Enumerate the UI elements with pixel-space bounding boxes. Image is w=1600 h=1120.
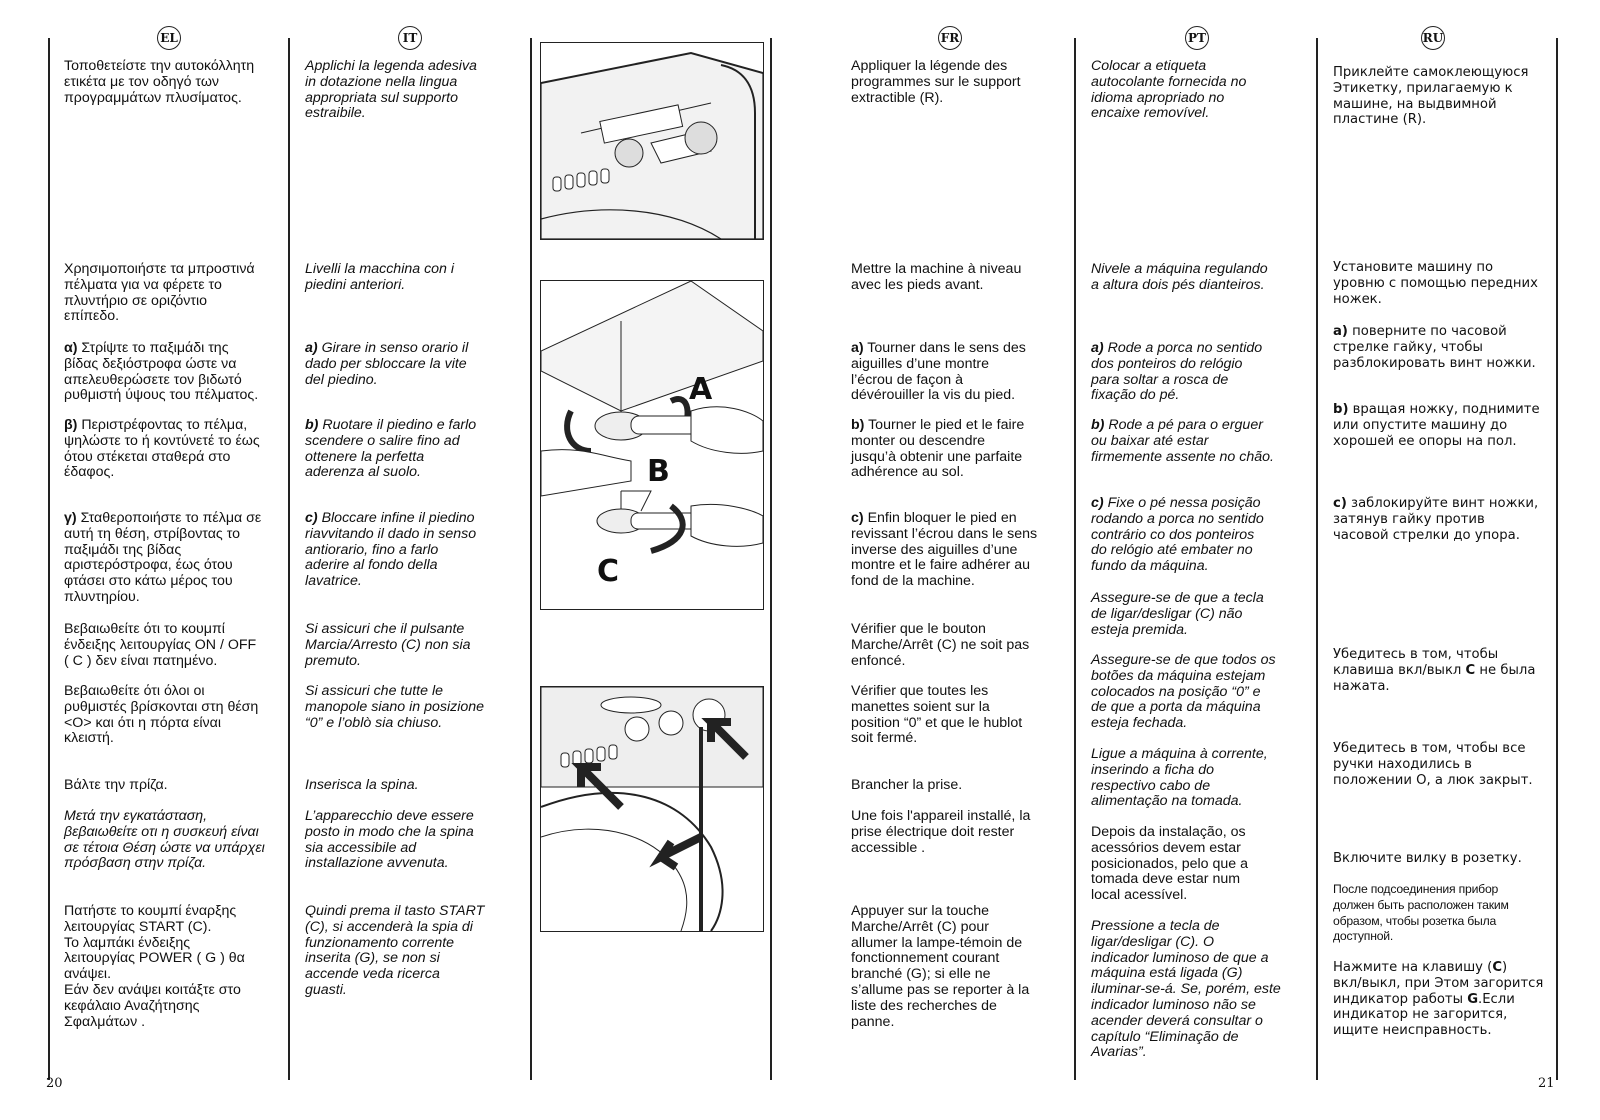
- step-check-button: Vérifier que le bouton Marche/Arrêt (C) ne soit pas enfoncé.: [851, 621, 1030, 669]
- step-plug-access: Une fois l'appareil installé, la prise électrique doit rester accessible .: [851, 808, 1031, 856]
- step-check-button: Assegure-se de que a tecla de ligar/desligar (C) não esteja premida.: [1091, 590, 1264, 638]
- step-a-label: a): [1091, 340, 1104, 356]
- column-divider: [1556, 38, 1558, 1080]
- step-b: [1333, 402, 1555, 449]
- step-c: [64, 511, 284, 606]
- step-c-label: c): [305, 510, 318, 526]
- step-check-button-key: C: [1465, 662, 1476, 678]
- column-divider: [288, 38, 290, 1080]
- step-a: [1333, 324, 1555, 371]
- step-level-machine: Установите машину по уровню с помощью передних ножек.: [1333, 260, 1538, 307]
- step-a-text: Tourner dans le sens des aiguilles d’une montre l’écrou de façon à dévérouiller la vis du pied.: [851, 340, 1026, 404]
- page-number-left: 20: [46, 1076, 63, 1091]
- step-c: [851, 511, 1071, 590]
- step-b: [64, 418, 284, 481]
- step-label-sticker: Appliquer la légende des programmes sur le support extractible (R).: [851, 58, 1021, 106]
- step-check-knobs: Si assicuri che tutte le manopole siano in posizione “0” e l’oblò sia chiuso.: [305, 683, 485, 731]
- step-c-text: Enfin bloquer le pied en revissant l’écrou dans le sens inverse des aiguilles d’une montre et le faire adhérer au fond de la machine.: [851, 510, 1038, 590]
- step-plug-in: Brancher la prise.: [851, 777, 963, 793]
- step-plug-access: Μετά την εγκατάσταση, βεβαιωθείτε οτι η συσκευή είναι σε τέτοια Θέση ώστε να υπάρχει πρόσβαση στην πρίζα.: [64, 808, 265, 872]
- step-c-text: Bloccare infine il piedino riavvitando il dado in senso antiorario, fino a farlo aderire al fondo della lavatrice.: [305, 510, 477, 590]
- page-number-right: 21: [1538, 1076, 1555, 1091]
- step-check-knobs: Βεβαιωθείτε ότι όλοι οι ρυθμιστές βρίσκονται στη θέση <O> και ότι η πόρτα είναι κλειστή.: [64, 683, 259, 747]
- step-press-start-text3: .Если индикатор не загорится, ищите неисправность.: [1333, 991, 1515, 1039]
- step-press-start: Quindi prema il tasto START (C), si accenderà la spia di funzionamento corrente inserita (G), se non si accende veda ricerca guasti.: [305, 903, 485, 998]
- step-c-label: γ): [64, 510, 77, 526]
- step-a-label: а): [1333, 324, 1348, 339]
- step-a-text: Στρίψτε το παξιμάδι της βίδας δεξιόστροφα ώστε να απελευθερώσετε τον βιδωτό ρυθμιστή ύψους του πέλματος.: [64, 340, 259, 404]
- step-check-button: Βεβαιωθείτε ότι το κουμπί ένδειξης λειτουργίας ON / OFF ( C ) δεν είναι πατημένο.: [64, 621, 257, 669]
- step-press-start-text: Нажмите на клавишу (: [1333, 960, 1493, 975]
- step-check-button-text: Убедитесь в том, чтобы клавиша вкл/выкл: [1333, 647, 1499, 678]
- control-panel-illustration: [541, 687, 763, 931]
- step-a-text: Rode a porca no sentido dos ponteiros do relógio para soltar a rosca de fixação do pé.: [1091, 340, 1263, 404]
- step-plug-in: Βάλτε την πρίζα.: [64, 777, 168, 793]
- step-c: [1333, 496, 1555, 543]
- step-press-start-text2: ) вкл/выкл, при Этом загорится индикатор работы: [1333, 960, 1544, 1007]
- step-a: [1091, 341, 1313, 404]
- step-b: [305, 418, 527, 481]
- step-plug-access: Depois da instalação, os acessórios devem estar posicionados, pelo que a tomada deve estar num local acessível.: [1091, 824, 1248, 904]
- step-c-text: заблокируйте винт ножки, затянув гайку против часовой стрелки до упора.: [1333, 496, 1539, 543]
- step-plug-in: Ligue a máquina à corrente, inserindo a ficha do respectivo cabo de alimentação na tomada.: [1091, 746, 1268, 810]
- column-divider: [48, 38, 50, 1080]
- step-b-text: Rode a pé para o erguer ou baixar até estar firmemente assente no chão.: [1091, 417, 1274, 465]
- step-b-text: вращая ножку, поднимите или опустите машину до хорошей ее опоры на пол.: [1333, 402, 1540, 449]
- step-a: [851, 341, 1071, 404]
- step-a-label: α): [64, 340, 78, 356]
- figure-control-panel: [540, 686, 764, 932]
- step-label-sticker: Приклейте самоклеющуюся Этикетку, прилагаемую к машине, на выдвимной пластине (R).: [1333, 65, 1529, 128]
- step-label-sticker: Colocar a etiqueta autocolante fornecida no idioma apropriado no encaixe removível.: [1091, 58, 1247, 122]
- step-plug-in: Включите вилку в розетку.: [1333, 851, 1522, 866]
- step-level-machine: Χρησιμοποιήστε τα μπροστινά πέλματα για να φέρετε το πλυντήριο σε οριζόντιο επίπεδο.: [64, 261, 255, 325]
- language-badge-it: IT: [398, 26, 422, 50]
- language-badge-ru: RU: [1421, 26, 1445, 50]
- step-press-start: [1333, 960, 1555, 1039]
- step-c-text: Fixe o pé nessa posição rodando a porca no sentido contrário co dos ponteiros do relógio até embater no fundo da máquina.: [1091, 495, 1264, 575]
- column-divider: [770, 38, 772, 1080]
- step-plug-access: После подсоединения прибор должен быть расположен таким образом, чтобы розетка была доступной.: [1333, 882, 1509, 944]
- step-check-knobs: Vérifier que toutes les manettes soient sur la position “0” et que le hublot soit fermé.: [851, 683, 1023, 747]
- column-divider: [530, 38, 532, 1080]
- step-a-label: a): [305, 340, 318, 356]
- step-label-sticker: Τοποθετείστε την αυτοκόλλητη ετικέτα με τον οδηγό των προγραμμάτων πλυσίματος.: [64, 58, 255, 106]
- step-b-label: b): [851, 417, 865, 433]
- figure-label-drawer: [540, 42, 764, 240]
- step-c-text: Σταθεροποιήστε το πέλμα σε αυτή τη θέση, στρίβοντας το παξιμάδι της βίδας αριστερόστροφα, έως ότου φτάσει στο κάτω μέρος του πλυντηρίου.: [64, 510, 262, 605]
- figure-label-b: B: [647, 454, 670, 489]
- step-plug-in: Inserisca la spina.: [305, 777, 419, 793]
- language-badge-pt: PT: [1185, 26, 1209, 50]
- step-b-label: b): [305, 417, 319, 433]
- language-badge-el: EL: [157, 26, 181, 50]
- figure-foot-adjustment: [540, 280, 764, 610]
- step-check-button-tail: не была нажата.: [1333, 662, 1536, 694]
- step-b-text: Ruotare il piedino e farlo scendere o salire fino ad ottenere la perfetta aderenza al suolo.: [305, 417, 477, 481]
- step-a-label: a): [851, 340, 864, 356]
- step-b: [1091, 418, 1313, 465]
- step-check-button: Si assicuri che il pulsante Marcia/Arresto (C) non sia premuto.: [305, 621, 471, 669]
- step-check-button: [1333, 647, 1555, 694]
- step-b-label: β): [64, 417, 78, 433]
- foot-adjustment-illustration: [541, 281, 763, 609]
- step-press-start: Pressione a tecla de ligar/desligar (C). O indicador luminoso de que a máquina está ligada (G) iluminar-se-á. Se, porém, este indicador luminoso não se acender deverá consultar o capítulo “Eliminação de Avarias”.: [1091, 918, 1281, 1061]
- step-level-machine: Mettre la machine à niveau avec les pieds avant.: [851, 261, 1022, 293]
- step-c-label: c): [1091, 495, 1104, 511]
- step-c: [305, 511, 527, 590]
- step-a-text: Girare in senso orario il dado per sbloccare la vite del piedino.: [305, 340, 469, 388]
- step-b-text: Tourner le pied et le faire monter ou descendre jusqu’à obtenir une parfaite adhérence au sol.: [851, 417, 1025, 481]
- language-badge-fr: FR: [938, 26, 962, 50]
- step-press-start-key-c: C: [1492, 960, 1502, 975]
- figure-label-a: A: [689, 372, 713, 407]
- step-a-text: поверните по часовой стрелке гайку, чтобы разблокировать винт ножки.: [1333, 324, 1536, 371]
- figure-label-c: C: [597, 554, 620, 589]
- step-press-start-key-g: G: [1467, 991, 1479, 1007]
- column-divider: [1074, 38, 1076, 1080]
- step-a: [64, 341, 284, 404]
- step-b: [851, 418, 1071, 481]
- step-check-knobs: Assegure-se de que todos os botões da máquina estejam colocados na posição “0” e de que a porta da máquina esteja fechada.: [1091, 652, 1276, 732]
- step-a: [305, 341, 527, 388]
- step-b-text: Περιστρέφοντας το πέλμα, ψηλώστε το ή κοντύνετέ το έως ότου στέκεται σταθερά στο έδαφος.: [64, 417, 260, 481]
- column-divider: [1316, 38, 1318, 1080]
- step-press-start: Πατήστε το κουμπί έναρξης λειτουργίας START (C). Το λαμπάκι ένδειξης λειτουργίας POWER ( G ) θα ανάψει. Εάν δεν ανάψει κοιτάξτε στο κεφάλαιο Αναζήτησης Σφαλμάτων .: [64, 903, 245, 1030]
- step-b-label: b): [1333, 402, 1349, 417]
- step-c-label: c): [851, 510, 864, 526]
- step-c-label: c): [1333, 496, 1347, 511]
- step-c: [1091, 496, 1313, 575]
- step-plug-access: L’apparecchio deve essere posto in modo che la spina sia accessibile ad installazione avvenuta.: [305, 808, 474, 872]
- step-press-start: Appuyer sur la touche Marche/Arrêt (C) pour allumer la lampe-témoin de fonctionnement courant branché (G); si elle ne s’allume pas se reporter à la liste des recherches de panne.: [851, 903, 1030, 1030]
- step-level-machine: Livelli la macchina con i piedini anteriori.: [305, 261, 455, 293]
- step-b-label: b): [1091, 417, 1105, 433]
- step-label-sticker: Applichi la legenda adesiva in dotazione nella lingua appropriata sul supporto estraibile.: [305, 58, 477, 122]
- step-check-knobs: Убедитесь в том, чтобы все ручки находились в положении О, а люк закрыт.: [1333, 741, 1533, 788]
- step-level-machine: Nivele a máquina regulando a altura dois pés dianteiros.: [1091, 261, 1268, 293]
- label-drawer-illustration: [541, 43, 763, 239]
